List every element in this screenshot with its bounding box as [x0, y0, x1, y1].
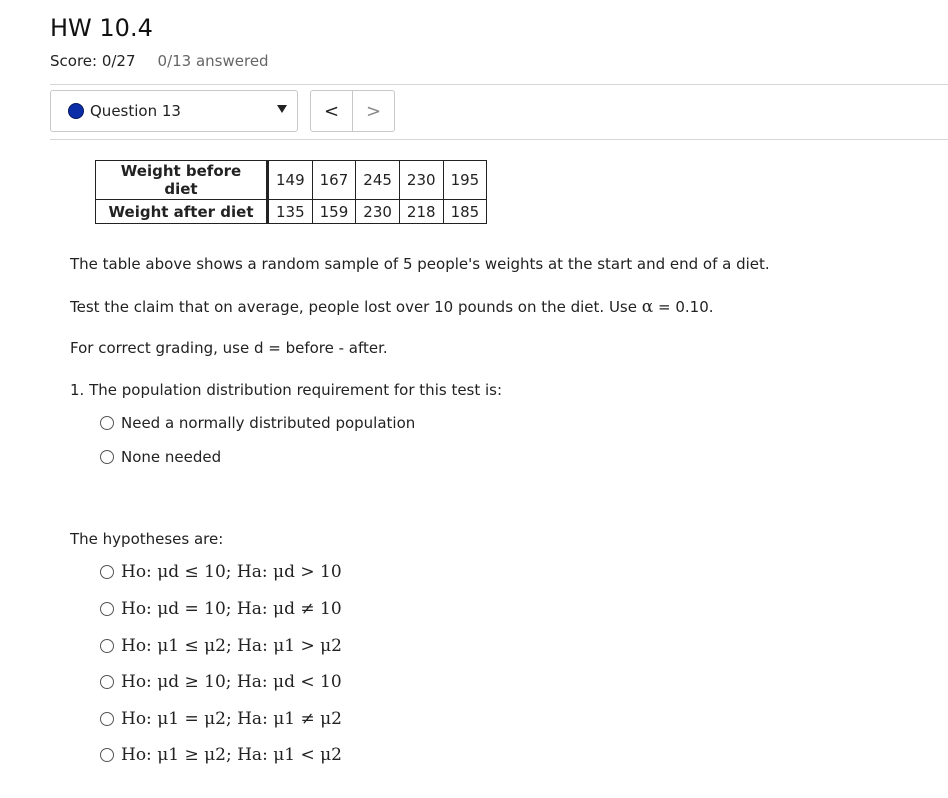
question-select-label: Question 13: [90, 102, 181, 120]
table-cell: 230: [399, 161, 443, 200]
page-title: HW 10.4: [50, 14, 153, 42]
row-header: Weight before diet: [96, 161, 268, 200]
hypothesis-option[interactable]: [100, 562, 342, 582]
question-1-text: 1. The population distribution requirement for this test is:: [70, 381, 503, 399]
option-label: Need a normally distributed population: [121, 414, 416, 432]
next-question-button[interactable]: >: [365, 100, 382, 122]
grading-note: For correct grading, use d = before - after.: [70, 339, 388, 357]
radio-button[interactable]: [100, 675, 114, 689]
radio-button[interactable]: [100, 712, 114, 726]
radio-button[interactable]: [100, 748, 114, 762]
question-status-dot: [68, 103, 84, 119]
table-row: [96, 161, 487, 200]
hypothesis-label: Ho: μ1 ≤ μ2; Ha: μ1 > μ2: [121, 636, 342, 656]
score-text: Score: 0/27: [50, 52, 136, 70]
hypothesis-label: Ho: μd ≤ 10; Ha: μd > 10: [121, 562, 342, 582]
score-line: [50, 52, 269, 70]
row-header: Weight after diet: [96, 200, 268, 224]
claim-text: [70, 297, 714, 317]
hypothesis-option[interactable]: [100, 672, 342, 692]
answered-count: 0/13 answered: [157, 52, 269, 70]
table-cell: 135: [268, 200, 313, 224]
table-cell: 218: [399, 200, 443, 224]
table-row: [96, 200, 487, 224]
weights-table: [95, 160, 487, 224]
problem-text: The table above shows a random sample of 5 people's weights at the start and end of a diet.: [70, 255, 770, 273]
radio-button[interactable]: [100, 639, 114, 653]
question-select[interactable]: [50, 90, 298, 132]
radio-button[interactable]: [100, 416, 114, 430]
alpha-symbol: α: [641, 297, 654, 317]
question-nav: [310, 90, 395, 132]
claim-text-alpha-value: = 0.10.: [653, 298, 714, 316]
hypothesis-option[interactable]: [100, 636, 342, 656]
table-cell: 167: [312, 161, 356, 200]
hypothesis-option[interactable]: [100, 709, 342, 729]
table-cell: 230: [356, 200, 400, 224]
table-cell: 195: [443, 161, 487, 200]
table-cell: 185: [443, 200, 487, 224]
table-cell: 149: [268, 161, 313, 200]
hypothesis-option[interactable]: [100, 745, 342, 765]
divider: [50, 84, 948, 85]
hypothesis-label: Ho: μ1 ≥ μ2; Ha: μ1 < μ2: [121, 745, 342, 765]
hypothesis-label: Ho: μd = 10; Ha: μd ≠ 10: [121, 599, 342, 619]
table-cell: 245: [356, 161, 400, 200]
hypothesis-label: Ho: μ1 = μ2; Ha: μ1 ≠ μ2: [121, 709, 342, 729]
requirement-option-none[interactable]: [100, 448, 221, 466]
option-label: None needed: [121, 448, 222, 466]
hypothesis-label: Ho: μd ≥ 10; Ha: μd < 10: [121, 672, 342, 692]
hypothesis-option[interactable]: [100, 599, 342, 619]
requirement-option-normal[interactable]: [100, 414, 415, 432]
radio-button[interactable]: [100, 565, 114, 579]
caret-down-icon: [277, 105, 287, 113]
claim-text-main: Test the claim that on average, people lost over 10 pounds on the diet. Use: [70, 298, 642, 316]
table-cell: 159: [312, 200, 356, 224]
hypotheses-label: The hypotheses are:: [70, 530, 224, 548]
radio-button[interactable]: [100, 602, 114, 616]
radio-button[interactable]: [100, 450, 114, 464]
divider: [50, 139, 948, 140]
previous-question-button[interactable]: <: [311, 91, 353, 131]
